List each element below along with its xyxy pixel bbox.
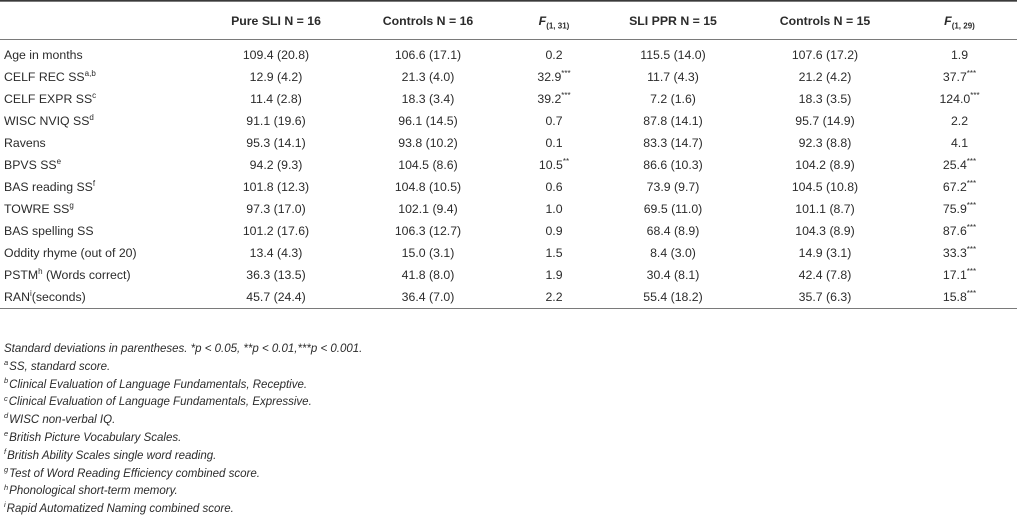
significance-marker: *** — [966, 200, 977, 210]
table-cell: 102.1 (9.4) — [398, 202, 458, 216]
table-cell: 0.1 — [545, 136, 563, 150]
row-label: CELF REC SS$^{a,b}$ — [4, 68, 96, 84]
significance-marker: *** — [561, 68, 571, 78]
table-cell: 35.7 (6.3) — [748, 286, 902, 309]
row-label: RAN$^i$(seconds) — [0, 286, 206, 309]
table-cell: 94.2 (9.3) — [249, 158, 303, 172]
header-row — [0, 2, 1017, 40]
table-cell: 115.5 (14.0) — [640, 48, 706, 62]
table-cell: 21.2 (4.2) — [798, 70, 852, 84]
table-cell: 18.3 (3.5) — [798, 92, 852, 106]
table-cell: 95.3 (14.1) — [246, 136, 306, 150]
table-row — [0, 264, 1017, 286]
significance-marker: *** — [966, 178, 977, 188]
row-label: PSTM$^h$ (Words correct) — [4, 266, 131, 282]
table-row — [0, 286, 1017, 309]
table-cell: 42.4 (7.8) — [798, 268, 852, 282]
table-row — [0, 176, 1017, 198]
significance-marker: *** — [966, 288, 977, 298]
footnote: $^f$British Ability Scales single word reading. — [4, 446, 217, 462]
table-cell: 18.3 (3.4) — [401, 92, 455, 106]
significance-marker: *** — [966, 244, 977, 254]
table-cell: 0.6 — [545, 180, 563, 194]
significance-marker: *** — [966, 266, 977, 276]
row-label: TOWRE $SS^g$ — [4, 200, 74, 216]
table-cell: 45.7 (24.4) — [206, 286, 346, 309]
footnote: $^g$Test of Word Reading Efficiency combined score. — [4, 464, 260, 480]
footnote: Standard deviations in parentheses. *p < 0.05, **p < 0.01,***p < 0.001. — [4, 343, 363, 355]
row-label: Age in months — [4, 48, 83, 62]
table-cell: 15.0 (3.1) — [401, 246, 455, 260]
significance-marker: *** — [966, 222, 977, 232]
header-cell-label — [0, 2, 206, 40]
table-cell: 21.3 (4.0) — [401, 70, 455, 84]
table-cell: 101.8 (12.3) — [242, 180, 310, 194]
table-cell: 95.7 (14.9) — [795, 114, 855, 128]
table-cell: 39.2*** — [537, 90, 571, 106]
table-cell: 4.1 — [950, 136, 969, 150]
row-label: BPVS $SS^e$ — [4, 156, 62, 172]
header-controls-1: Controls N = 16 — [346, 2, 510, 40]
table-cell: 11.7 (4.3) — [647, 70, 699, 84]
table-cell: 1.9 — [950, 48, 969, 62]
footnote: $^d$WISC non-verbal IQ. — [4, 411, 116, 427]
table-row — [0, 66, 1017, 88]
table-cell: 13.4 (4.3) — [249, 246, 303, 260]
table-cell: 97.3 (17.0) — [246, 202, 306, 216]
table-row — [0, 110, 1017, 132]
table-cell: 37.7*** — [942, 68, 977, 84]
header-controls-2: Controls N = 15 — [748, 2, 902, 40]
header-pure-sli: Pure SLI N = 16 — [206, 2, 346, 40]
table-cell: 104.5 (10.8) — [791, 180, 859, 194]
table-cell: 69.5 (11.0) — [643, 202, 703, 216]
table-cell: 1.9 — [545, 268, 563, 282]
table-cell: 36.4 (7.0) — [346, 286, 510, 309]
footnote: $^e$British Picture Vocabulary Scales. — [4, 429, 182, 444]
table-cell: 101.2 (17.6) — [242, 224, 310, 238]
row-label: BAS spelling SS — [4, 224, 94, 238]
table-cell: 11.4 (2.8) — [250, 92, 302, 106]
table-cell: 104.2 (8.9) — [795, 158, 855, 172]
table-cell: 1.5 — [545, 246, 563, 260]
table-cell: 15.8*** — [902, 286, 1017, 309]
table-cell: 124.0*** — [939, 90, 980, 106]
table-row — [0, 220, 1017, 242]
table-cell: 104.3 (8.9) — [795, 224, 855, 238]
table-body — [0, 40, 1017, 309]
table-cell: 41.8 (8.0) — [401, 268, 455, 282]
table-cell: 75.9*** — [942, 200, 977, 216]
table-cell: 2.2 — [510, 286, 598, 309]
row-label: WISC NVIQ $SS^d$ — [4, 112, 94, 128]
footnote: $^h$Phonological short-term memory. — [4, 482, 178, 498]
table-footnotes — [4, 341, 362, 519]
table-cell: 106.6 (17.1) — [394, 48, 462, 62]
table-cell: 14.9 (3.1) — [798, 246, 852, 260]
table-row — [0, 154, 1017, 176]
table-cell: 104.8 (10.5) — [394, 180, 462, 194]
table-cell: 106.3 (12.7) — [394, 224, 462, 238]
table-cell: 107.6 (17.2) — [791, 48, 859, 62]
table-cell: 67.2*** — [942, 178, 977, 194]
header-f-stat-2: $F_{(1, 29)}$ — [902, 2, 1017, 40]
table-row — [0, 198, 1017, 220]
significance-marker: *** — [970, 90, 980, 100]
table-cell: 104.5 (8.6) — [398, 158, 458, 172]
row-label: CELF EXPR $SS^c$ — [4, 90, 97, 106]
table-cell: 101.1 (8.7) — [795, 202, 855, 216]
footnote: $^c$Clinical Evaluation of Language Fundamentals, Expressive. — [4, 393, 312, 409]
table-cell: 87.8 (14.1) — [643, 114, 703, 128]
significance-marker: ** — [562, 156, 570, 166]
table-cell: 36.3 (13.5) — [246, 268, 306, 282]
significance-marker: *** — [561, 90, 571, 100]
footnote: $^b$Clinical Evaluation of Language Fundamentals, Receptive. — [4, 375, 308, 391]
table-cell: 92.3 (8.8) — [798, 136, 852, 150]
table-cell: 30.4 (8.1) — [646, 268, 700, 282]
significance-marker: *** — [966, 68, 977, 78]
table-row — [0, 132, 1017, 154]
table-cell: 0.7 — [545, 114, 563, 128]
footnote: $^i$Rapid Automatized Naming combined score. — [4, 500, 234, 516]
table-cell: 0.9 — [545, 224, 563, 238]
table-cell: 1.0 — [545, 202, 563, 216]
table-row — [0, 88, 1017, 110]
row-label: BAS reading $SS^f$ — [4, 178, 96, 194]
table-cell: 93.8 (10.2) — [398, 136, 458, 150]
table-cell: 86.6 (10.3) — [643, 158, 703, 172]
table-row — [0, 40, 1017, 67]
table-row — [0, 242, 1017, 264]
significance-marker: *** — [966, 156, 977, 166]
table-cell: 25.4*** — [942, 156, 977, 172]
table-cell: 8.4 (3.0) — [650, 246, 696, 260]
row-label: Ravens — [4, 136, 46, 150]
table-cell: 33.3*** — [942, 244, 977, 260]
table-cell: 73.9 (9.7) — [646, 180, 700, 194]
header-sli-ppr: SLI PPR N = 15 — [598, 2, 748, 40]
header-f-stat-1: $F_{(1, 31)}$ — [510, 2, 598, 40]
table-cell: 12.9 (4.2) — [249, 70, 303, 84]
table-cell: 55.4 (18.2) — [598, 286, 748, 309]
table-cell: 32.9*** — [537, 68, 571, 84]
table-cell: 91.1 (19.6) — [246, 114, 306, 128]
table-cell: 87.6*** — [942, 222, 977, 238]
row-label: Oddity rhyme (out of 20) — [4, 246, 137, 260]
table-cell: 2.2 — [950, 114, 969, 128]
table-cell: 109.4 (20.8) — [242, 48, 310, 62]
table-cell: 0.2 — [545, 48, 563, 62]
table-cell: 96.1 (14.5) — [398, 114, 458, 128]
table-cell: 10.5** — [538, 156, 570, 172]
table-cell: 68.4 (8.9) — [646, 224, 700, 238]
table-cell: 7.2 (1.6) — [650, 92, 696, 106]
table-cell: 17.1*** — [942, 266, 977, 282]
table-cell: 83.3 (14.7) — [643, 136, 703, 150]
footnote: $^a$SS, standard score. — [4, 357, 111, 373]
